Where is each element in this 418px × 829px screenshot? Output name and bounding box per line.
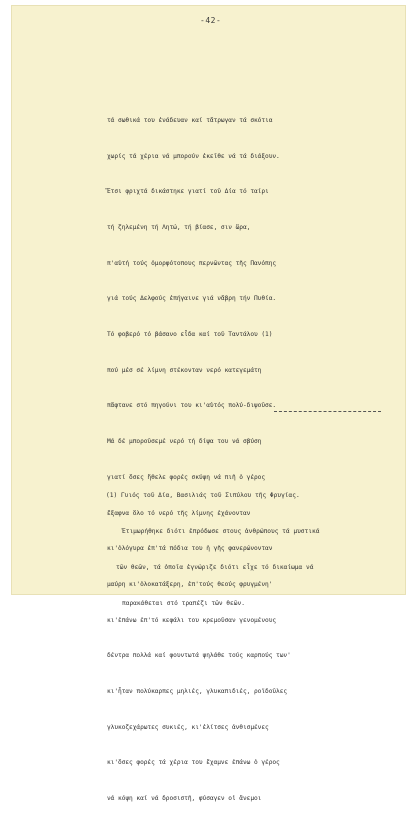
text-line: χωρίς τά χέρια νά μπορούν ἐκεῖθε νά τά διάξουν. — [107, 152, 280, 160]
text-line: γιά τούς Δελφούς ἐπήγαινε γιά νἄβρη τήν Πυθία. — [107, 295, 277, 303]
text-line: μαύρη κι'ὁλοκατάξερη, ἐπ'τούς θεούς φρυγμένη' — [107, 580, 273, 588]
footnote-line: παρακάθεται στό τραπέζι τῶν θεῶν. — [122, 600, 245, 607]
document-page — [12, 6, 405, 803]
text-line: κι'ἦταν πολύκαρπες μηλιές, γλυκαπιδιές, ροϊδοῦλες — [107, 688, 288, 696]
text-line: Ἔτσι φριχτά δικάστηκε γιατί τοῦ Δία τό ταίρι — [107, 188, 269, 196]
footnotes — [106, 466, 401, 634]
footnote-line: (1) Γυιός τοῦ Δία, Βασιλιάς τοῦ Σιπύλου τῆς Φρυγίας. — [106, 492, 300, 499]
text-line: πού μέσ σέ λίμνη στέκονταν νερό κατεγεμάτη — [107, 366, 262, 374]
text-line: Μά δέ μποροῦσεμέ νερό τή δίψα του νά σβύση — [107, 438, 262, 446]
text-line: π'αὐτή τούς ὀμορφότοπους περνῶντας τῆς Πανόπης — [107, 259, 277, 267]
text-line: γιατί ὅσες ἤθελε φορές σκύψη νά πιῆ ὁ γέρος — [107, 473, 266, 481]
page-number: -42- — [200, 16, 222, 25]
text-line: τά σωθικά του ἐνάδευαν καί τἄτρωγαν τά σκότια — [107, 116, 273, 124]
text-line: γλυκοζεχάρωτες συκιές, κι'ἐλίτσες ἀνθισμένες — [107, 723, 269, 731]
text-line: δέντρα πολλά καί φουντωτά ψηλάθε τούς καρπούς των' — [107, 652, 291, 660]
footnote-separator — [274, 411, 381, 412]
footnote-line: Ἐτιμωρήθηκε διότι ἐπρόδωσε στους ἀνθρώπους τά μυστικά — [122, 528, 320, 535]
text-line: νά κόψη καί νά δροσιστῆ, φύσαγεν οἱ ἄνεμοι — [107, 795, 262, 803]
text-line: κι'ὁλόγυρα ἐπ'τά πόδια του ἡ γῆς φανερώνονταν — [107, 545, 273, 553]
poem-body — [107, 91, 402, 829]
text-line: τή ζηλεμένη τή Λητώ, τή βίασε, σιν ὥρα, — [107, 223, 251, 231]
text-line: κι'ὅσες φορές τά χέρια του ἔχαμνε ἐπάνω ὁ γέρος — [107, 759, 280, 767]
footnote-line: τῶν θεῶν, τά ὁποῖα ἐγνώριζε διότι εἶχε τό δικαίωμα νά — [116, 564, 314, 571]
text-line: κι'ἐπάνω ἐπ'τό κεφάλι του κρεμοῦσαν γενομένους — [107, 616, 277, 624]
text-line: ἔξαφνα ὅλο τό νερό τῆς λίμνης ἐχάνονταν — [107, 509, 251, 517]
text-line: πἄφτανε στό πηγούνι του κι'αὐτός πολύ-διψοῦσε. — [107, 402, 277, 410]
text-line: Τό φοβερό τό βάσανο εἶδα καί τοῦ Ταντάλου (1) — [107, 331, 273, 339]
